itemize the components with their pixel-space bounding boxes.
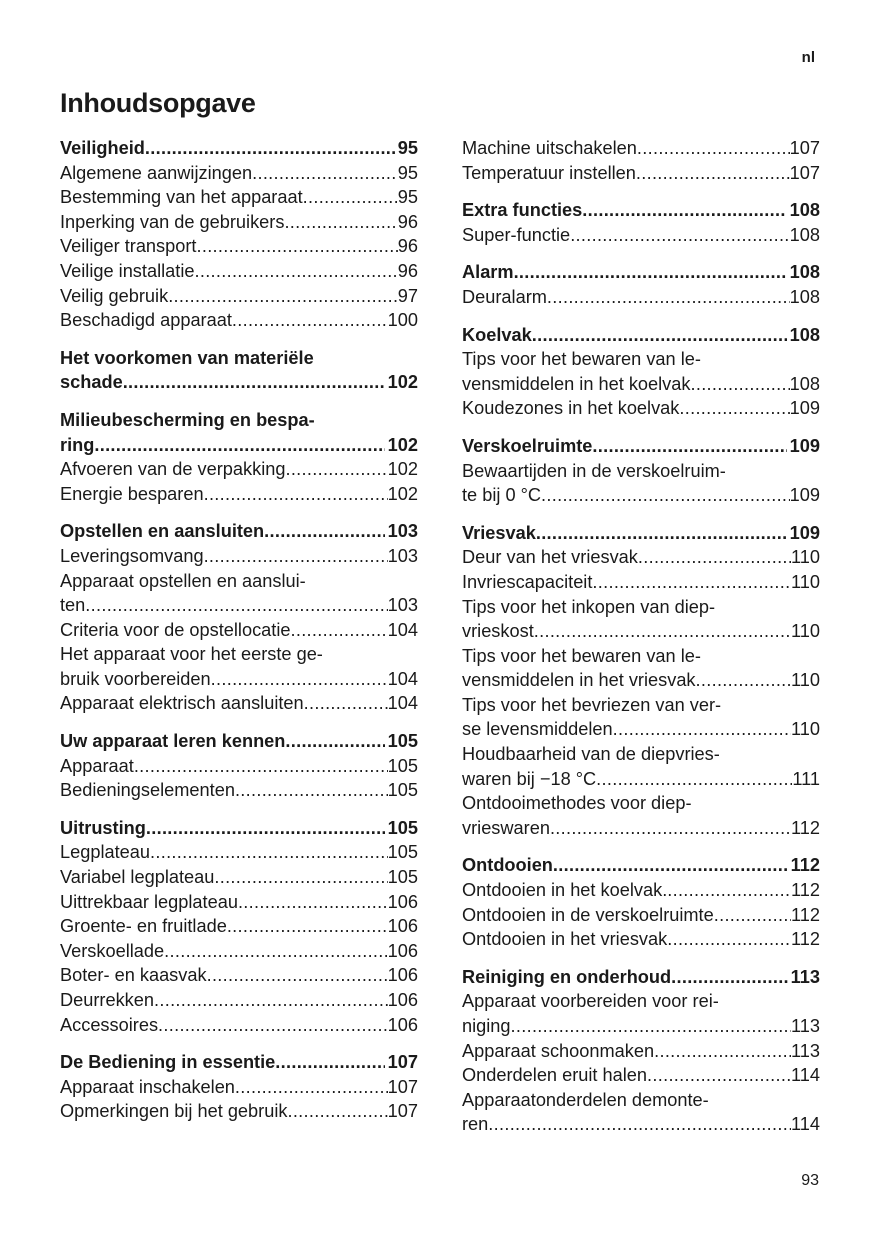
toc-entry-text: vensmiddelen in het koelvak [462, 373, 691, 394]
toc-heading-page: 107 [387, 1052, 418, 1073]
toc-entry-text: Inperking van de gebruikers [60, 211, 285, 232]
toc-entry-text: Criteria voor de opstellocatie [60, 619, 291, 640]
toc-entry-text: Bewaartijden in de verskoelruim- [462, 460, 726, 481]
toc-entry-page: 96 [397, 236, 418, 257]
toc-entry-line [60, 185, 418, 210]
toc-entry-text: Groente- en fruitlade [60, 916, 227, 937]
dot-leader [196, 234, 397, 259]
dot-leader [235, 778, 388, 803]
toc-entry-page: 95 [397, 162, 418, 183]
dot-leader [596, 767, 792, 792]
toc-entry-text: Deurrekken [60, 990, 155, 1010]
toc-entry-text: Deur van het vriesvak [462, 547, 638, 568]
toc-heading-text: Veiligheid [60, 138, 145, 158]
dot-leader [164, 939, 387, 964]
toc-entry-text: Het apparaat voor het eerste ge- [60, 644, 323, 665]
toc-heading-line [462, 434, 820, 459]
toc-entry-page: 110 [791, 547, 820, 568]
toc-section [462, 853, 820, 951]
toc-section [60, 729, 418, 803]
dot-leader [304, 691, 388, 716]
toc-heading-text: Opstellen en aansluiten [60, 521, 265, 542]
toc-entry-line [462, 1063, 820, 1088]
toc-heading-text: Ontdooien [462, 855, 553, 876]
toc-entry-text: Bedieningselementen [60, 780, 235, 801]
toc-entry-text: Legplateau [60, 842, 151, 863]
toc-heading-text: Vriesvak [462, 522, 536, 543]
toc-section [60, 408, 418, 506]
toc-entry-page: 114 [791, 1114, 820, 1135]
dot-leader [194, 259, 397, 284]
dot-leader [94, 433, 384, 458]
dot-leader [235, 1075, 388, 1100]
toc-heading-line [60, 346, 418, 371]
toc-entry-line [462, 878, 820, 903]
toc-entry-line [462, 161, 820, 186]
toc-entry-page: 112 [791, 817, 820, 838]
toc-heading-line [462, 521, 820, 546]
toc-section [462, 965, 820, 1137]
toc-entry-line [462, 927, 820, 952]
toc-heading-text: Extra functies [462, 200, 583, 221]
dot-leader [532, 323, 787, 348]
toc-entry-line [462, 136, 820, 161]
dot-leader [613, 717, 791, 742]
toc-heading-line [60, 433, 418, 458]
toc-entry-text: Veilig gebruik [60, 285, 169, 306]
toc-entry-line [60, 284, 418, 309]
toc-entry-line [60, 939, 418, 964]
toc-entry-line [462, 644, 820, 669]
toc-entry-page: 114 [791, 1065, 820, 1086]
toc-entry-page: 113 [791, 1016, 820, 1036]
toc-entry-line [462, 1039, 820, 1064]
toc-entry-text: ten [60, 595, 86, 616]
toc-entry-line [462, 396, 820, 421]
toc-entry-text: Koudezones in het koelvak [462, 398, 680, 419]
toc-entry-line [60, 865, 418, 890]
dot-leader [158, 1013, 388, 1038]
toc-entry-text: Ontdooien in het koelvak. [462, 880, 668, 901]
toc-entry-line [60, 457, 418, 482]
toc-section [462, 260, 820, 309]
toc-entry-page: 103 [387, 545, 418, 566]
language-code: nl [801, 49, 815, 66]
toc-entry-page: 110 [791, 571, 820, 592]
dot-leader [592, 570, 791, 595]
toc-entry-page: 104 [387, 693, 418, 714]
toc-entry-line [462, 989, 820, 1014]
toc-entry-line [60, 618, 418, 643]
toc-heading-page: 109 [789, 522, 820, 543]
toc-entry-page: 110 [791, 719, 820, 740]
toc-entry-text: Apparaat schoonmaken [462, 1040, 655, 1061]
toc-entry-page: 108 [789, 286, 820, 307]
dot-leader [547, 285, 790, 310]
dot-leader [514, 260, 787, 285]
dot-leader [671, 965, 788, 990]
toc-entry-page: 106 [387, 965, 418, 986]
dot-leader [287, 1099, 387, 1124]
dot-leader [592, 434, 786, 459]
dot-leader [146, 816, 385, 841]
dot-leader [291, 618, 388, 643]
toc-entry-text: Uittrekbaar legplateau [60, 891, 238, 912]
dot-leader [570, 223, 789, 248]
toc-entry-page: 104 [387, 619, 418, 640]
page-title: Inhoudsopgave [60, 88, 256, 118]
dot-leader [550, 816, 791, 841]
toc-entry-text: Ontdooien in het vriesvak [462, 929, 668, 950]
toc-heading-page: 108 [789, 262, 820, 283]
toc-entry-line [60, 544, 418, 569]
toc-heading-page: 108 [789, 200, 820, 221]
toc-entry-text: Tips voor het bevriezen van ver- [462, 694, 722, 715]
toc-entry-line [60, 1099, 418, 1124]
dot-leader [232, 308, 388, 333]
toc-heading-line [60, 408, 418, 433]
toc-entry-text: Verskoellade [60, 940, 165, 961]
toc-entry-text: Bestemming van het apparaat [60, 187, 303, 208]
toc-entry-page: 106 [387, 891, 418, 912]
dot-leader [667, 878, 791, 903]
toc-entry-line [462, 570, 820, 595]
toc-entry-text: Variabel legplateau [60, 867, 215, 888]
toc-column-right [462, 136, 820, 1150]
toc-heading-line [60, 370, 418, 395]
toc-entry-text: niging [462, 1016, 511, 1036]
dot-leader [511, 1014, 791, 1039]
toc-entry-text: Boter- en kaasvak [60, 965, 207, 986]
dot-leader [150, 840, 388, 865]
toc-entry-line [462, 791, 820, 816]
toc-entry-line [462, 223, 820, 248]
toc-entry-text: Tips voor het bewaren van le- [462, 645, 701, 666]
toc-entry-line [60, 754, 418, 779]
toc-heading-line [60, 136, 418, 161]
toc-entry-line [462, 816, 820, 841]
toc-heading-line [462, 260, 820, 285]
dot-leader [123, 370, 385, 395]
toc-entry-text: Super-functie [462, 224, 571, 245]
toc-entry-line [462, 595, 820, 620]
dot-leader [679, 396, 789, 421]
toc-entry-page: 96 [397, 260, 418, 281]
toc-entry-text: Onderdelen eruit halen [462, 1065, 648, 1086]
toc-entry-line [60, 210, 418, 235]
toc-entry-line [462, 903, 820, 928]
toc-section [60, 346, 418, 395]
toc-section [60, 519, 418, 716]
toc-heading-text: Uw apparaat leren kennen [60, 731, 286, 752]
toc-entry-page: 105 [387, 842, 418, 863]
dot-leader [647, 1063, 791, 1088]
toc-entry-page: 108 [789, 224, 820, 245]
dot-leader [227, 914, 388, 939]
toc-entry-line [462, 1112, 820, 1137]
toc-heading-text: ring [60, 434, 95, 455]
toc-entry-page: 113 [791, 1040, 820, 1061]
toc-entry-line [60, 667, 418, 692]
toc-entry-text: Apparaat voorbereiden voor rei- [462, 991, 719, 1012]
toc-entry-text: vrieswaren [462, 817, 550, 838]
toc-entry-text: waren bij −18 °C [462, 768, 597, 789]
dot-leader [582, 198, 786, 223]
dot-leader [285, 729, 384, 754]
dot-leader [696, 668, 791, 693]
toc-entry-page: 102 [387, 459, 418, 480]
toc-heading-text: De Bediening in essentie [60, 1052, 276, 1073]
toc-entry-line [60, 840, 418, 865]
toc-entry-text: Leveringsomvang [60, 545, 204, 566]
toc-entry-page: 112 [791, 880, 820, 901]
toc-heading-text: Het voorkomen van materiële [60, 347, 314, 368]
dot-leader [553, 853, 788, 878]
toc-heading-line [462, 965, 820, 990]
dot-leader [264, 519, 384, 544]
toc-entry-page: 109 [789, 485, 820, 506]
page-number: 93 [801, 1172, 819, 1189]
toc-column-left [60, 136, 418, 1137]
dot-leader [85, 593, 387, 618]
toc-entry-line [462, 767, 820, 792]
toc-entry-text: se levensmiddelen [462, 719, 613, 740]
toc-entry-page: 110 [791, 670, 820, 691]
toc-entry-text: Ontdooien in de verskoelruimte [462, 904, 714, 925]
dot-leader [691, 372, 790, 397]
toc-heading-text: schade [60, 372, 123, 393]
toc-heading-page: 112 [790, 855, 820, 876]
toc-entry-line [462, 545, 820, 570]
toc-entry-page: 106 [387, 1014, 418, 1035]
dot-leader [154, 988, 388, 1013]
toc-entry-text: Houdbaarheid van de diepvries- [462, 744, 720, 765]
dot-leader [667, 927, 791, 952]
dot-leader [207, 963, 388, 988]
dot-leader [654, 1039, 791, 1064]
dot-leader [168, 284, 398, 309]
toc-entry-page: 112 [791, 929, 820, 950]
toc-entry-text: Temperatuur instellen [462, 162, 636, 183]
toc-heading-text: Alarm [462, 262, 514, 283]
dot-leader [204, 482, 388, 507]
toc-entry-line [60, 691, 418, 716]
toc-entry-text: Machine uitschakelen [462, 138, 637, 158]
toc-entry-page: 103 [387, 595, 418, 616]
toc-entry-text: te bij 0 °C [462, 485, 542, 506]
toc-entry-line [462, 742, 820, 767]
toc-entry-page: 108 [789, 373, 820, 394]
toc-section [462, 521, 820, 841]
toc-entry-line [462, 693, 820, 718]
toc-entry-page: 104 [387, 668, 418, 689]
dot-leader [637, 136, 790, 161]
toc-entry-text: Apparaat inschakelen [60, 1076, 235, 1097]
toc-entry-page: 107 [789, 162, 820, 183]
toc-entry-text: bruik voorbereiden [60, 668, 211, 689]
dot-leader [534, 619, 791, 644]
toc-entry-page: 105 [387, 780, 418, 801]
toc-entry-text: vrieskost [462, 621, 534, 642]
toc-entry-page: 106 [387, 940, 418, 961]
toc-entry-text: Apparaat elektrisch aansluiten [60, 693, 304, 714]
toc-entry-text: Ontdooimethodes voor diep- [462, 793, 692, 814]
toc-entry-text: ren [462, 1114, 489, 1135]
toc-entry-line [462, 347, 820, 372]
toc-heading-line [60, 816, 418, 841]
toc-section [60, 816, 418, 1037]
toc-heading-page: 102 [387, 434, 418, 455]
toc-entry-page: 111 [792, 768, 820, 789]
toc-entry-line [60, 569, 418, 594]
toc-entry-line [462, 1014, 820, 1039]
toc-heading-text: Milieubescherming en bespa- [60, 409, 315, 430]
toc-heading-line [462, 853, 820, 878]
toc-entry-text: Veilige installatie [60, 260, 195, 281]
dot-leader [541, 483, 790, 508]
toc-entry-line [462, 619, 820, 644]
toc-entry-line [60, 988, 418, 1013]
toc-entry-page: 110 [791, 621, 820, 642]
toc-entry-line [60, 482, 418, 507]
toc-entry-line [60, 914, 418, 939]
toc-entry-line [60, 161, 418, 186]
toc-entry-page: 109 [789, 398, 820, 419]
dot-leader [285, 457, 387, 482]
toc-heading-page: 113 [790, 966, 820, 987]
toc-heading-page: 102 [387, 372, 418, 393]
toc-entry-line [60, 778, 418, 803]
dot-leader [714, 903, 791, 928]
toc-heading-text: Verskoelruimte [462, 435, 593, 456]
toc-entry-line [60, 963, 418, 988]
dot-leader [211, 667, 388, 692]
toc-entry-line [60, 642, 418, 667]
toc-entry-text: Apparaat opstellen en aanslui- [60, 570, 306, 591]
dot-leader [488, 1112, 791, 1137]
toc-entry-text: Beschadigd apparaat [60, 310, 232, 331]
toc-entry-line [60, 593, 418, 618]
toc-entry-text: Deuralarm [462, 286, 547, 307]
toc-entry-text: Algemene aanwijzingen [60, 162, 253, 183]
toc-heading-page: 103 [387, 521, 418, 542]
toc-entry-page: 102 [387, 483, 418, 504]
toc-entry-page: 107 [387, 1076, 418, 1097]
toc-entry-page: 96 [397, 211, 418, 232]
toc-heading-page: 105 [387, 731, 418, 752]
toc-heading-line [462, 198, 820, 223]
toc-entry-text: vensmiddelen in het vriesvak [462, 670, 696, 691]
toc-section [462, 323, 820, 421]
toc-entry-page: 106 [387, 990, 418, 1010]
toc-entry-page: 112 [791, 904, 820, 925]
toc-entry-line [462, 717, 820, 742]
dot-leader [252, 161, 398, 186]
toc-heading-page: 105 [387, 817, 418, 838]
toc-entry-text: Accessoires [60, 1014, 159, 1035]
toc-entry-page: 105 [387, 755, 418, 776]
toc-entry-text: Tips voor het bewaren van le- [462, 349, 701, 370]
toc-entry-line [462, 1088, 820, 1113]
dot-leader [134, 754, 388, 779]
toc-section [60, 1050, 418, 1124]
dot-leader [536, 521, 787, 546]
toc-entry-line [462, 459, 820, 484]
toc-entry-line [60, 308, 418, 333]
toc-entry-line [60, 259, 418, 284]
toc-entry-text: Tips voor het inkopen van diep- [462, 596, 716, 617]
dot-leader [284, 210, 397, 235]
toc-heading-text: Uitrusting [60, 817, 146, 838]
toc-entry-page: 106 [387, 916, 418, 937]
toc-entry-line [60, 1075, 418, 1100]
toc-entry-page: 100 [387, 310, 418, 331]
toc-entry-line [60, 1013, 418, 1038]
toc-entry-page: 107 [789, 138, 820, 158]
toc-section [462, 198, 820, 247]
toc-entry-line [462, 483, 820, 508]
dot-leader [303, 185, 398, 210]
toc-entry-text: Opmerkingen bij het gebruik [60, 1101, 288, 1122]
dot-leader [275, 1050, 384, 1075]
toc-entry-line [462, 668, 820, 693]
toc-entry-text: Apparaat [60, 755, 134, 776]
toc-heading-page: 108 [789, 324, 820, 345]
toc-entry-page: 105 [387, 867, 418, 888]
toc-entry-text: Apparaatonderdelen demonte- [462, 1089, 709, 1110]
toc-entry-page: 107 [387, 1101, 418, 1122]
toc-section [462, 434, 820, 508]
toc-entry-text: Afvoeren van de verpakking [60, 459, 286, 480]
toc-entry-page: 97 [397, 285, 418, 306]
toc-section [60, 136, 418, 333]
toc-heading-line [462, 323, 820, 348]
dot-leader [214, 865, 387, 890]
dot-leader [638, 545, 791, 570]
toc-entry-page: 95 [397, 187, 418, 208]
toc-heading-line [60, 729, 418, 754]
toc-heading-text: Reiniging en onderhoud [462, 966, 672, 987]
toc-entry-text: Veiliger transport [60, 236, 197, 257]
toc-entry-text: Energie besparen [60, 483, 204, 504]
toc-heading-text: Koelvak [462, 324, 532, 345]
toc-section [462, 136, 820, 185]
dot-leader [238, 890, 388, 915]
toc-entry-line [60, 890, 418, 915]
toc-heading-line [60, 1050, 418, 1075]
toc-heading-page: 95 [397, 138, 418, 158]
dot-leader [204, 544, 388, 569]
toc-heading-line [60, 519, 418, 544]
toc-entry-line [60, 234, 418, 259]
dot-leader [636, 161, 790, 186]
toc-entry-line [462, 372, 820, 397]
toc-entry-text: Invriescapaciteit [462, 571, 593, 592]
toc-heading-page: 109 [789, 435, 820, 456]
toc-entry-line [462, 285, 820, 310]
dot-leader [145, 136, 395, 161]
